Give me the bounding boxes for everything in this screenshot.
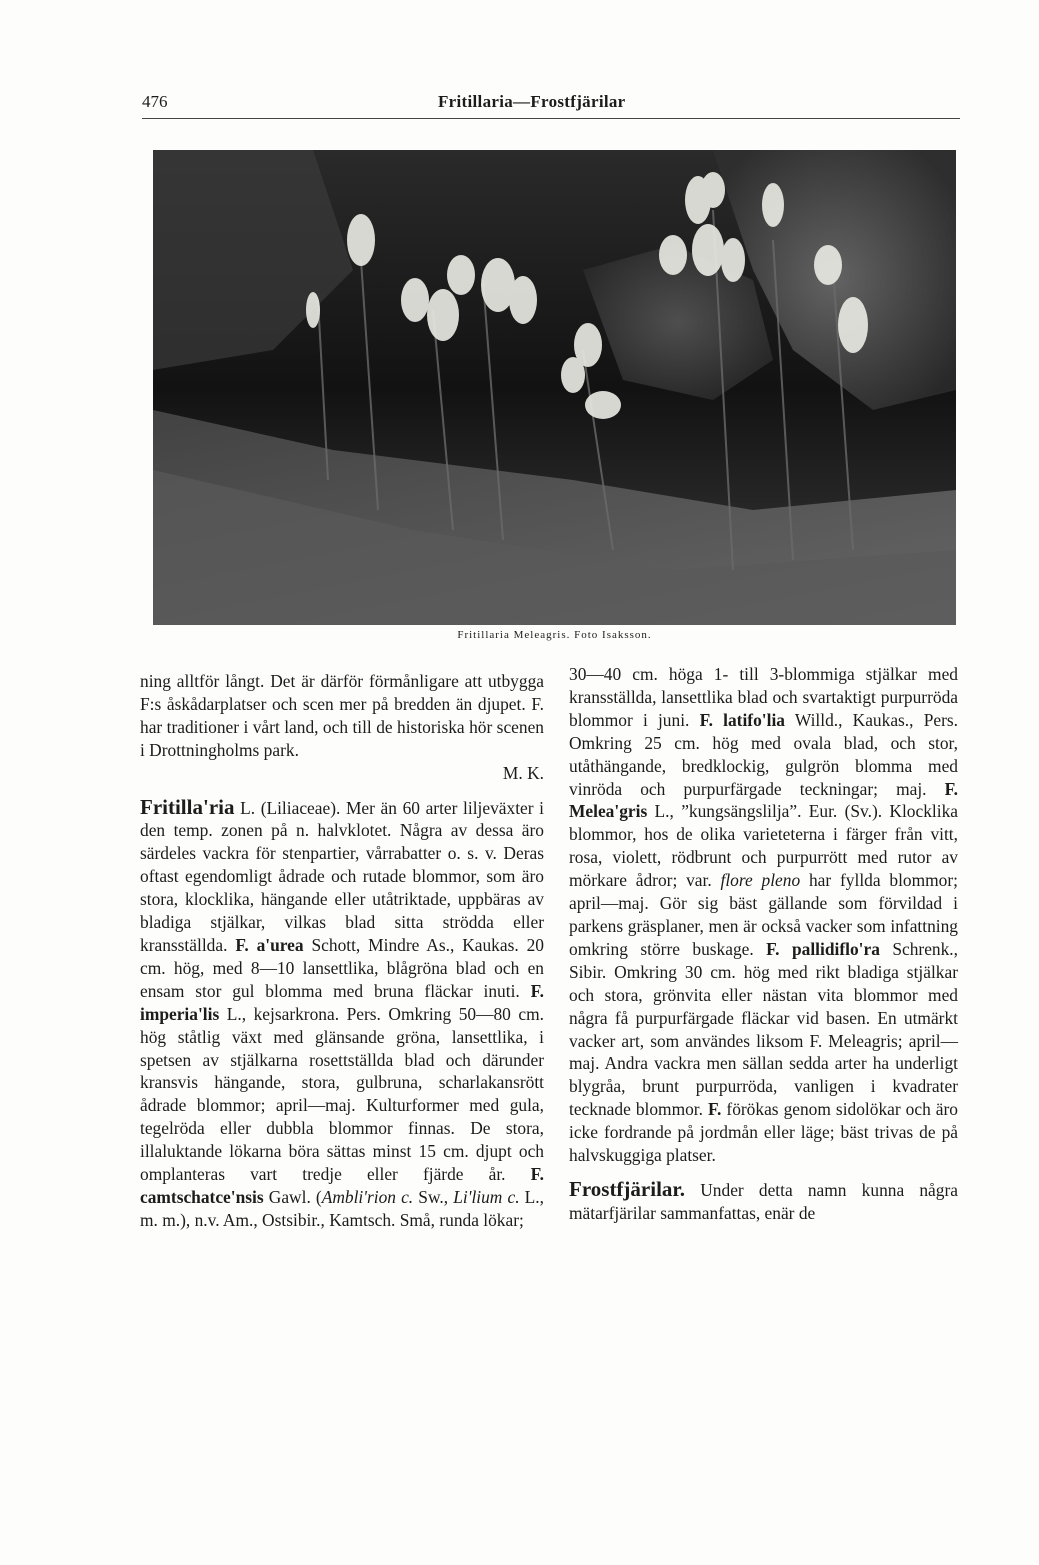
synonym-name: Li'lium c.	[453, 1186, 520, 1207]
species-name: F. camtschatce'nsis	[140, 1164, 544, 1207]
species-name: F. a'urea	[235, 934, 304, 955]
entry-text: Under detta namn kunna några mätarfjärilar sammanfattas, enär de	[569, 1179, 958, 1223]
entry-fritillaria	[140, 796, 544, 1232]
entry-text: L., m. m.), n.v. Am., Ostsibir., Kamtsch. Små, runda lökar;	[140, 1186, 545, 1230]
entry-text: har fyllda blommor; april—maj. Gör sig bäst gällande som förvildad i parkens gräsplaner, men är också vacker som infattning omkring större buskage.	[569, 870, 958, 959]
entry-fritillaria-continued	[569, 663, 958, 1167]
species-name: F. Melea'gris	[569, 778, 958, 822]
page-header	[142, 92, 960, 118]
genus-abbrev: F.	[708, 1099, 722, 1120]
entry-text: 30—40 cm. höga 1- till 3-blommiga stjälkar med kransställda, lansettlika blad och svartaktigt purpurröda blommor i juni.	[569, 664, 958, 730]
paragraph-continuation	[140, 670, 544, 762]
entry-text: L. (Liliaceae). Mer än 60 arter liljeväxter i den temp. zonen på n. halvklotet. Några av dessa äro särdeles vackra för stenpartier, vårrabatter o. s. v. Deras oftast egendomligt ådrade och rutade blommor, som äro stora, klocklika, hängande eller utåtriktade, uppbäras av bladiga stjälkar, vilkas blad sitta strödda eller kransställda.	[140, 797, 544, 955]
synonym-name: Ambli'rion c.	[321, 1186, 414, 1207]
running-head: Fritillaria—Frostfjärilar	[438, 92, 626, 111]
variety-name: flore pleno	[720, 870, 801, 891]
paragraph-text: ning alltför långt. Det är därför förmånligare att utbygga F:s åskådarplatser och scen mer på bredden än djupet. F. har traditioner i vårt land, och till de historiska hör scenen i Drottningholms park.	[140, 671, 544, 760]
entry-headword: Frostfjärilar.	[569, 1176, 686, 1201]
entry-text: Schrenk., Sibir. Omkring 30 cm. hög med rikt bladiga stjälkar och stora, grönvita eller nästan vita blommor med några få purpurfärgade fläckar vid basen. En utmärkt vacker art, som användes liksom F. Meleagris; april—maj. Andra vackra men sällan sedda arter ha underligt blygråa, brunt purpurröda, vanligen i kvadrater tecknade blommor.	[569, 938, 959, 1120]
photo-illustration	[153, 150, 956, 625]
entry-text: Gawl. (	[263, 1186, 322, 1207]
page-number: 476	[142, 92, 168, 111]
entry-text: L., ”kungsängslilja”. Eur. (Sv.). Klocklika blommor, hos de olika varieteterna i färger från vitt, rosa, violett, rödbrunt och purpurrött med rutor av mörkare ådror; var.	[569, 801, 958, 891]
left-column	[140, 670, 544, 1232]
photo-caption: Fritillaria Meleagris. Foto Isaksson.	[457, 629, 652, 641]
right-column	[569, 663, 958, 1225]
species-name: F. imperia'lis	[140, 980, 544, 1024]
entry-text: Willd., Kaukas., Pers. Omkring 25 cm. hög med ovala blad, och stor, utåthängande, bredklockig, gulgrön blomma med vinröda och purpurfärgade teckningar; maj.	[569, 709, 958, 799]
entry-text: L., kejsarkrona. Pers. Omkring 50—80 cm. hög ståtlig växt med glänsande gröna, lansettlika, i spetsen av stjälkarna rosettställda blad och därunder kransvis hängande, stora, gulbruna, scharlakansrött ådrade blommor; april—maj. Kulturformer med gula, tegelröda eller dubbla blommor finnas. De stora, illaluktande lökarna böra sättas minst 15 cm. djupt och omplanteras vart tredje eller fjärde år.	[140, 1003, 544, 1185]
entry-headword: Fritilla'ria	[140, 794, 235, 819]
entry-frostfjarilar	[569, 1178, 958, 1225]
entry-text: Sw.,	[413, 1186, 454, 1207]
author-signature: M. K.	[502, 762, 544, 783]
species-name: F. pallidiflo'ra	[766, 938, 880, 959]
fritillaria-photo	[153, 150, 956, 625]
header-rule	[142, 118, 960, 119]
entry-text: Schott, Mindre As., Kaukas. 20 cm. hög, med 8—10 lansettlika, blågröna blad och en ensam stor gul blomma med bruna fläckar inuti.	[140, 934, 544, 1001]
species-name: F. latifo'lia	[699, 709, 785, 730]
entry-text: förökas genom sidolökar och äro icke fordrande på jordmån eller läge; bäst trivas de på halvskuggiga platser.	[569, 1099, 959, 1166]
